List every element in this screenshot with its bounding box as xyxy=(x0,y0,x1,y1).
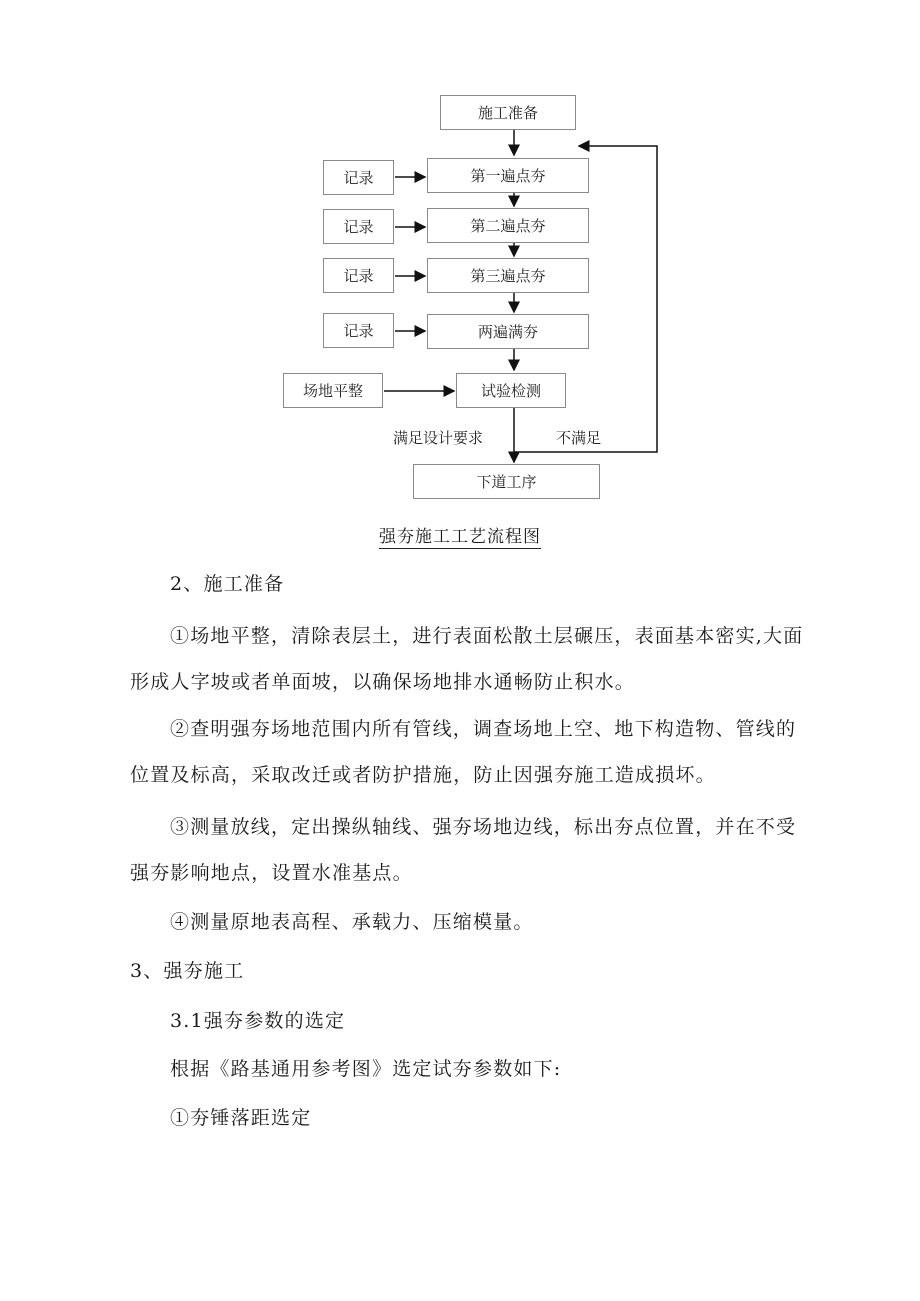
box-step2: 第二遍点夯 xyxy=(427,208,589,243)
para-2-4: ④测量原地表高程、承载力、压缩模量。 xyxy=(170,911,534,933)
section-3-1-intro: 根据《路基通用参考图》选定试夯参数如下: xyxy=(170,1058,562,1080)
box-prep: 施工准备 xyxy=(440,95,576,130)
box-step1: 第一遍点夯 xyxy=(427,158,589,193)
figure-caption xyxy=(0,522,920,547)
para-2-2-line1: ②查明强夯场地范围内所有管线，调查场地上空、地下构造物、管线的 xyxy=(170,718,797,740)
label-pass: 满足设计要求 xyxy=(393,429,484,447)
process-flowchart xyxy=(0,0,920,520)
box-record4: 记录 xyxy=(323,313,394,348)
section-2-title: 2、施工准备 xyxy=(170,573,285,595)
box-step4: 两遍满夯 xyxy=(427,314,589,349)
figure-caption-text: 强夯施工工艺流程图 xyxy=(379,527,541,547)
para-2-3-line1: ③测量放线，定出操纵轴线、强夯场地边线，标出夯点位置，并在不受 xyxy=(170,816,797,838)
label-fail: 不满足 xyxy=(556,429,602,447)
para-2-3-line2: 强夯影响地点，设置水准基点。 xyxy=(130,862,413,884)
para-2-2-line2: 位置及标高，采取改迁或者防护措施，防止因强夯施工造成损坏。 xyxy=(130,764,716,786)
box-record1: 记录 xyxy=(323,160,394,195)
section-3-1-item1: ①夯锤落距选定 xyxy=(170,1107,312,1129)
para-2-1-line2: 形成人字坡或者单面坡，以确保场地排水通畅防止积水。 xyxy=(130,671,636,693)
box-record2: 记录 xyxy=(323,209,394,244)
box-next: 下道工序 xyxy=(413,464,600,499)
box-test: 试验检测 xyxy=(456,373,566,408)
para-2-1-line1: ①场地平整，清除表层土，进行表面松散土层碾压，表面基本密实,大面 xyxy=(170,625,804,647)
box-step3: 第三遍点夯 xyxy=(427,258,589,293)
section-3-1-title: 3.1强夯参数的选定 xyxy=(170,1010,346,1032)
box-record3: 记录 xyxy=(323,258,394,293)
box-site-level: 场地平整 xyxy=(283,373,383,408)
section-3-title: 3、强夯施工 xyxy=(130,960,245,982)
